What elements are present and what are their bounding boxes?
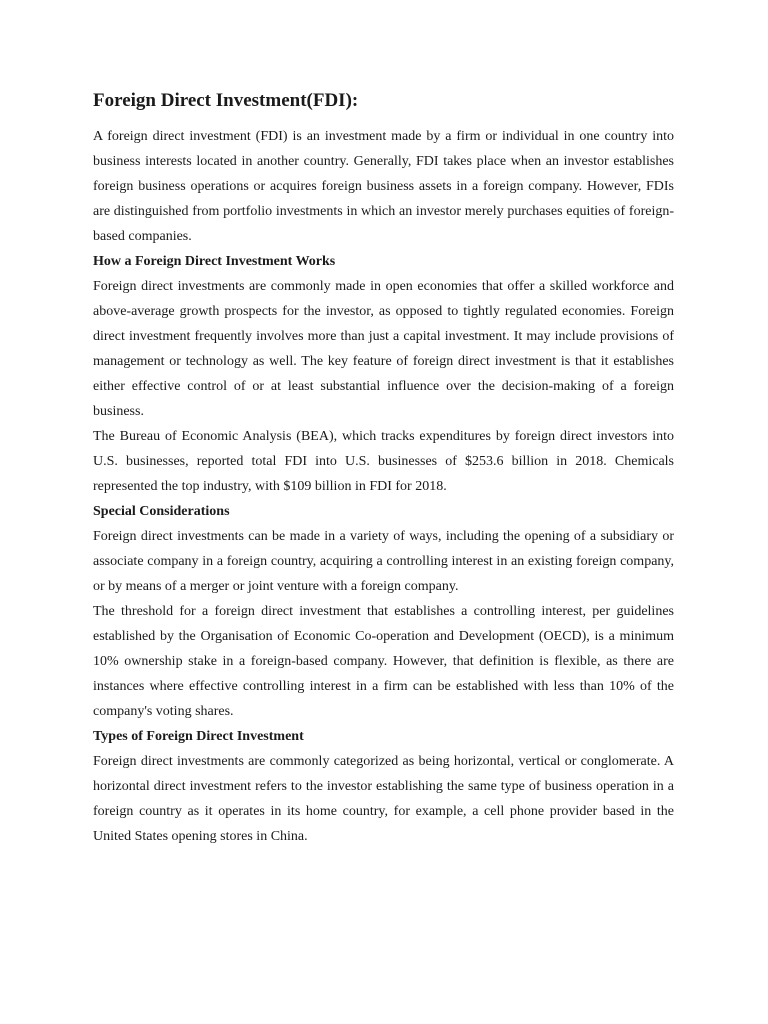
section-2-paragraph-1: Foreign direct investments can be made in a variety of ways, including the opening of a subsidiary or associate company in a foreign country, acquiring a controlling interest in an existing foreign company, or by means of a merger or joint venture with a foreign company.: [93, 529, 674, 594]
section-2-paragraph-2: The threshold for a foreign direct investment that establishes a controlling interest, per guidelines established by the Organisation of Economic Co-operation and Development (OECD), is a minimum 10% ownership stake in a foreign-based company. However, that definition is flexible, as there are instances where effective controlling interest in a firm can be established with less than 10% of the company's voting shares.: [93, 604, 674, 719]
section-3-paragraph-1: Foreign direct investments are commonly categorized as being horizontal, vertical or conglomerate. A horizontal direct investment refers to the investor establishing the same type of business operation in a foreign country as it operates in its home country, for example, a cell phone provider based in the United States opening stores in China.: [93, 754, 674, 844]
section-heading-special-considerations: Special Considerations: [93, 504, 230, 519]
section-heading-how-fdi-works: How a Foreign Direct Investment Works: [93, 254, 336, 269]
document-title: Foreign Direct Investment(FDI):: [93, 90, 359, 111]
section-heading-types-of-fdi: Types of Foreign Direct Investment: [93, 729, 304, 744]
section-1-paragraph-2: The Bureau of Economic Analysis (BEA), which tracks expenditures by foreign direct investors into U.S. businesses, reported total FDI into U.S. businesses of $253.6 billion in 2018. Chemicals represented the top industry, with $109 billion in FDI for 2018.: [93, 429, 674, 494]
intro-paragraph: A foreign direct investment (FDI) is an investment made by a firm or individual in one country into business interests located in another country. Generally, FDI takes place when an investor establishes foreign business operations or acquires foreign business assets in a foreign company. However, FDIs are distinguished from portfolio investments in which an investor merely purchases equities of foreign-based companies.: [93, 129, 674, 244]
section-1-paragraph-1: Foreign direct investments are commonly made in open economies that offer a skilled workforce and above-average growth prospects for the investor, as opposed to tightly regulated economies. Foreign direct investment frequently involves more than just a capital investment. It may include provisions of management or technology as well. The key feature of foreign direct investment is that it establishes either effective control of or at least substantial influence over the decision-making of a foreign business.: [93, 279, 674, 419]
